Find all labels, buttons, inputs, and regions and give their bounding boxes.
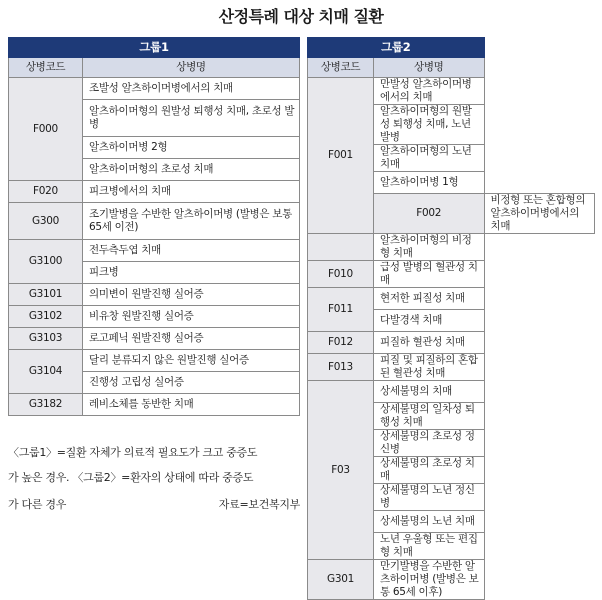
group1-column-headers (9, 58, 300, 78)
disease-name-cell: 달리 분류되지 않은 원발진행 실어증 (83, 350, 300, 372)
disease-name-cell: 상세불명의 초로성 정신병 (374, 430, 485, 457)
disease-name-cell: 알츠하이머형의 원발성 퇴행성 치매, 노년발병 (374, 105, 485, 145)
disease-name-cell: 진행성 고립성 실어증 (83, 372, 300, 394)
disease-code-cell: F03 (308, 381, 374, 560)
disease-name-cell: 알츠하이머형의 비정형 치매 (374, 234, 485, 261)
disease-code-cell (308, 234, 374, 261)
group2-header-row (308, 38, 595, 58)
disease-name-cell: 알츠하이머병 2형 (83, 137, 300, 159)
group2-label: 그룹2 (308, 38, 485, 58)
disease-code-cell: G3104 (9, 350, 83, 394)
code-column-header: 상병코드 (308, 58, 374, 78)
disease-code-cell: G300 (9, 203, 83, 240)
disease-code-cell: F000 (9, 78, 83, 181)
table-row (9, 328, 300, 350)
name-column-header: 상병명 (374, 58, 485, 78)
disease-name-cell: 현저한 피질성 치매 (374, 288, 485, 310)
table-row (308, 354, 595, 381)
disease-name-cell: 피질하 혈관성 치매 (374, 332, 485, 354)
source-credit: 자료=보건복지부 (218, 498, 300, 511)
disease-code-cell: F012 (308, 332, 374, 354)
table-row (308, 381, 595, 403)
group2-column-headers (308, 58, 595, 78)
disease-name-cell: 상세불명의 초로성 치매 (374, 457, 485, 484)
disease-name-cell: 노년 우울형 또는 편집형 치매 (374, 533, 485, 560)
disease-code-cell: F013 (308, 354, 374, 381)
disease-name-cell: 전두측두엽 치매 (83, 240, 300, 262)
disease-code-cell: F001 (308, 78, 374, 234)
disease-name-cell: 알츠하이머형의 노년 치매 (374, 145, 485, 172)
disease-name-cell: 조기발병을 수반한 알츠하이머병 (발병은 보통 65세 이전) (83, 203, 300, 240)
name-column-header: 상병명 (83, 58, 300, 78)
table-row (308, 288, 595, 310)
disease-code-cell: G3102 (9, 306, 83, 328)
disease-name-cell: 로고페닉 원발진행 실어증 (83, 328, 300, 350)
disease-name-cell: 알츠하이머형의 초로성 치매 (83, 159, 300, 181)
table-row (9, 181, 300, 203)
disease-name-cell: 다발경색 치매 (374, 310, 485, 332)
disease-name-cell: 레비소체를 동반한 치매 (83, 394, 300, 416)
disease-name-cell: 급성 발병의 혈관성 치매 (374, 261, 485, 288)
group2-table (307, 37, 595, 600)
disease-name-cell: 피질 및 피질하의 혼합된 혈관성 치매 (374, 354, 485, 381)
disease-code-cell: F010 (308, 261, 374, 288)
table-row (9, 240, 300, 262)
disease-name-cell: 알츠하이머병 1형 (374, 172, 485, 194)
group1-table (8, 37, 300, 416)
table-row (308, 261, 595, 288)
disease-code-cell: F020 (9, 181, 83, 203)
code-column-header: 상병코드 (9, 58, 83, 78)
table-row (9, 306, 300, 328)
table-row (9, 284, 300, 306)
footnote-line-2: 가 높은 경우. 〈그룹2〉=환자의 상태에 따라 중증도 (8, 471, 254, 484)
disease-name-cell: 상세불명의 노년 치매 (374, 511, 485, 533)
page-title: 산정특례 대상 치매 질환 (218, 7, 384, 26)
disease-name-cell: 조발성 알츠하이머병에서의 치매 (83, 78, 300, 100)
disease-name-cell: 피크병 (83, 262, 300, 284)
disease-name-cell: 상세불명의 일차성 퇴행성 치매 (374, 403, 485, 430)
disease-name-cell: 만발성 알츠하이머병에서의 치매 (374, 78, 485, 105)
group2-body (308, 38, 595, 600)
disease-code-cell: G3101 (9, 284, 83, 306)
table-row (9, 350, 300, 372)
disease-name-cell: 알츠하이머형의 원발성 퇴행성 치매, 초로성 발병 (83, 100, 300, 137)
disease-code-cell: F011 (308, 288, 374, 332)
table-row (308, 234, 595, 261)
footnote-line-3 (8, 496, 300, 512)
footnote-text: 가 다른 경우 (8, 498, 67, 511)
disease-code-cell: F002 (374, 194, 485, 234)
table-row (308, 332, 595, 354)
disease-name-cell: 비정형 또는 혼합형의 알츠하이머병에서의 치매 (484, 194, 595, 234)
disease-code-cell: G3182 (9, 394, 83, 416)
disease-name-cell: 만기발병을 수반한 알츠하이머병 (발병은 보통 65세 이후) (374, 560, 485, 600)
table-row (308, 78, 595, 105)
disease-code-cell: G3103 (9, 328, 83, 350)
group1-header-row (9, 38, 300, 58)
footnote-line-1: 〈그룹1〉=질환 자체가 의료적 필요도가 크고 중증도 (8, 446, 258, 459)
disease-code-cell: G301 (308, 560, 374, 600)
group1-label: 그룹1 (9, 38, 300, 58)
disease-name-cell: 비유창 원발진행 실어증 (83, 306, 300, 328)
table-row (9, 78, 300, 100)
table-row (9, 203, 300, 240)
disease-name-cell: 피크병에서의 치매 (83, 181, 300, 203)
disease-code-cell: G3100 (9, 240, 83, 284)
disease-name-cell: 상세불명의 노년 정신병 (374, 484, 485, 511)
disease-name-cell: 의미변이 원발진행 실어증 (83, 284, 300, 306)
table-row (9, 394, 300, 416)
group1-body (9, 38, 300, 416)
table-row (308, 560, 595, 600)
disease-name-cell: 상세불명의 치매 (374, 381, 485, 403)
